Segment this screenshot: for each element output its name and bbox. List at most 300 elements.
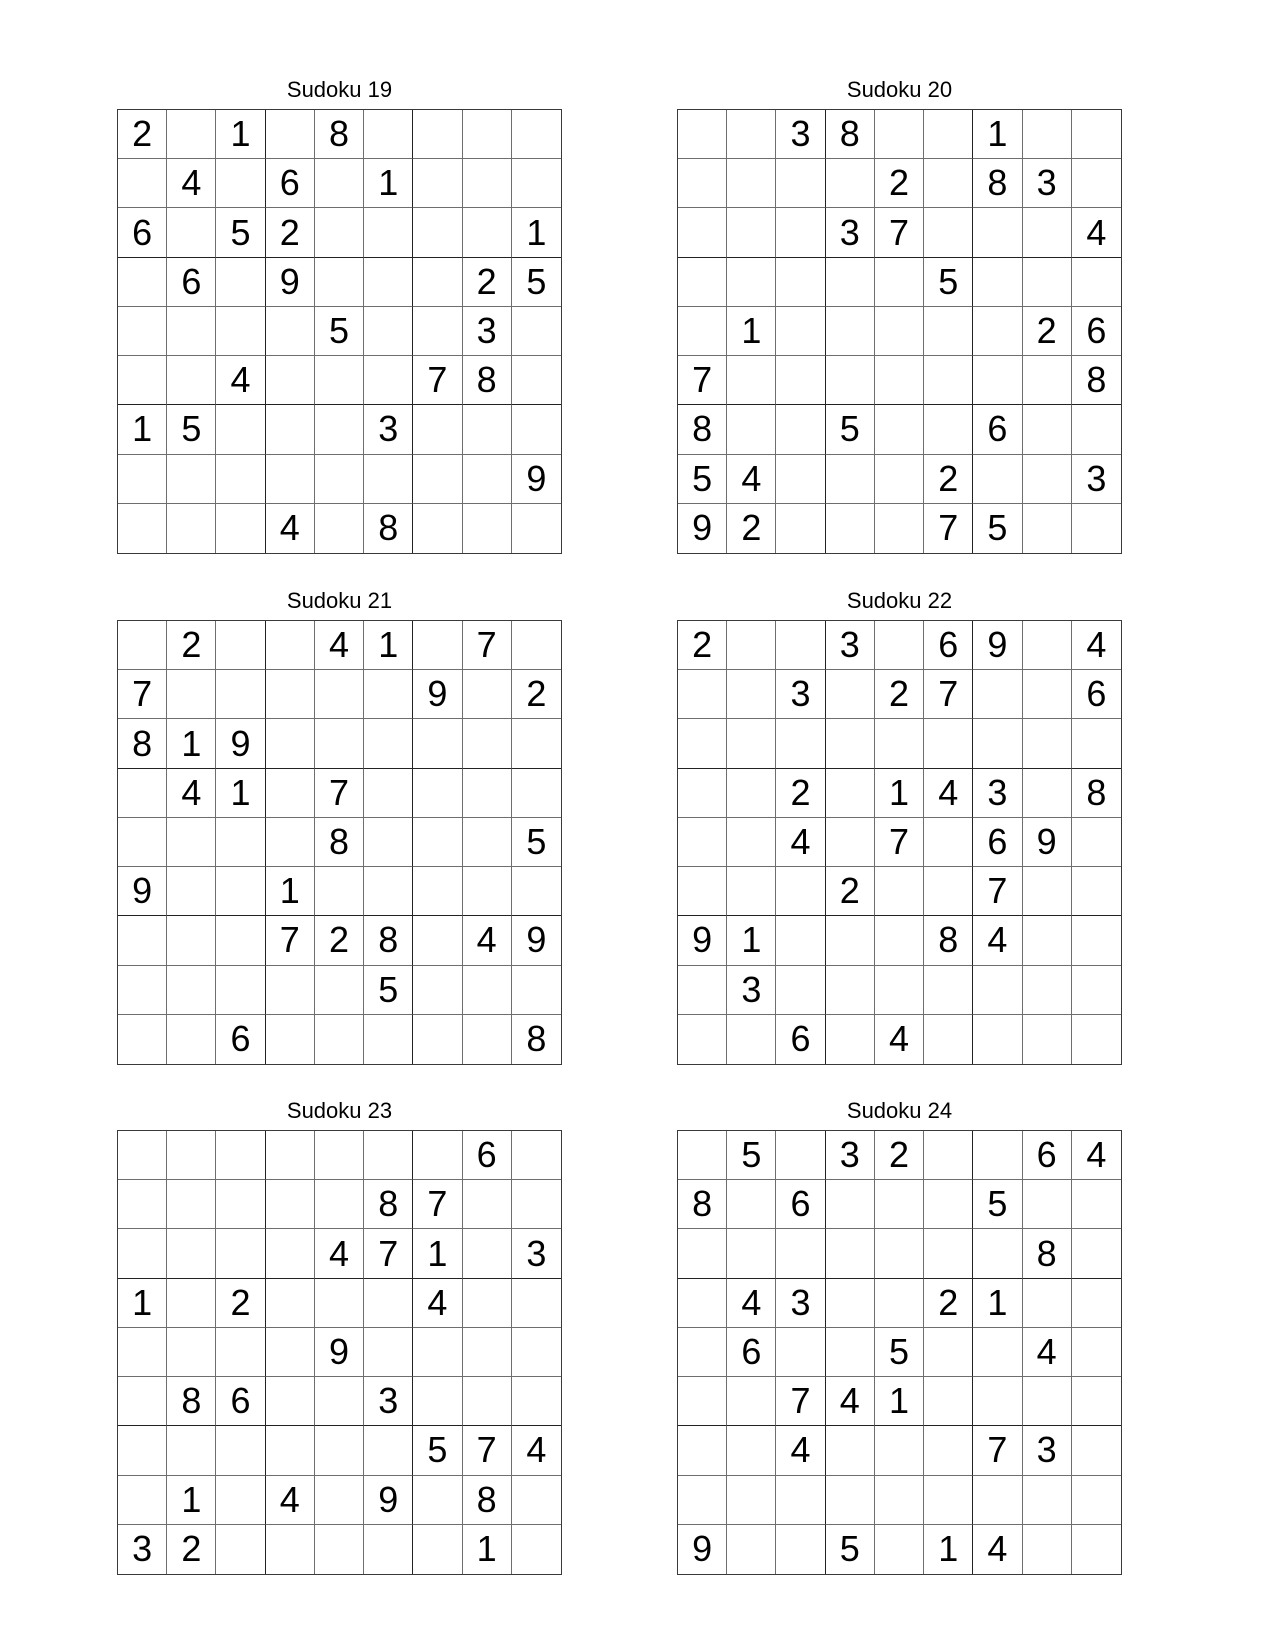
sudoku-cell: 4 — [1023, 1328, 1072, 1377]
sudoku-cell: 7 — [413, 1180, 462, 1229]
sudoku-cell — [463, 1015, 512, 1064]
sudoku-cell — [727, 1476, 776, 1525]
sudoku-cell — [512, 159, 561, 208]
sudoku-cell: 3 — [973, 769, 1022, 818]
sudoku-cell — [413, 867, 462, 916]
sudoku-cell — [826, 769, 875, 818]
sudoku-cell: 8 — [463, 356, 512, 405]
sudoku-cell — [512, 1476, 561, 1525]
sudoku-cell: 3 — [1072, 455, 1121, 504]
sudoku-cell — [678, 670, 727, 719]
sudoku-cell — [1072, 916, 1121, 965]
sudoku-cell — [216, 1476, 265, 1525]
sudoku-cell — [924, 208, 973, 257]
sudoku-cell — [512, 769, 561, 818]
sudoku-cell: 5 — [727, 1131, 776, 1180]
sudoku-cell: 4 — [216, 356, 265, 405]
sudoku-cell — [512, 307, 561, 356]
sudoku-cell: 7 — [463, 621, 512, 670]
sudoku-cell: 6 — [973, 818, 1022, 867]
sudoku-board — [677, 109, 1122, 554]
sudoku-cell — [364, 1426, 413, 1475]
sudoku-cell — [413, 1377, 462, 1426]
sudoku-cell — [1023, 1279, 1072, 1328]
sudoku-cell: 8 — [1072, 356, 1121, 405]
sudoku-cell: 4 — [167, 159, 216, 208]
sudoku-cell — [413, 916, 462, 965]
sudoku-cell — [512, 867, 561, 916]
sudoku-cell: 3 — [118, 1525, 167, 1574]
sudoku-cell — [727, 356, 776, 405]
sudoku-cell — [216, 867, 265, 916]
sudoku-cell — [266, 719, 315, 768]
sudoku-cell — [167, 1279, 216, 1328]
sudoku-cell — [924, 867, 973, 916]
sudoku-cell — [776, 719, 825, 768]
sudoku-cell: 2 — [512, 670, 561, 719]
sudoku-cell — [266, 356, 315, 405]
sudoku-cell — [266, 621, 315, 670]
sudoku-cell — [776, 1525, 825, 1574]
sudoku-cell — [463, 159, 512, 208]
sudoku-cell — [167, 356, 216, 405]
sudoku-cell — [826, 356, 875, 405]
sudoku-cell — [118, 769, 167, 818]
sudoku-cell — [315, 867, 364, 916]
sudoku-cell — [875, 258, 924, 307]
sudoku-cell — [266, 110, 315, 159]
sudoku-cell — [924, 110, 973, 159]
sudoku-cell — [167, 1328, 216, 1377]
sudoku-cell — [924, 356, 973, 405]
sudoku-cell — [266, 1328, 315, 1377]
sudoku-cell — [413, 1328, 462, 1377]
sudoku-cell — [826, 1328, 875, 1377]
sudoku-cell — [315, 159, 364, 208]
sudoku-cell — [413, 1131, 462, 1180]
sudoku-cell — [678, 719, 727, 768]
sudoku-cell — [875, 455, 924, 504]
puzzle-title: Sudoku 23 — [286, 1098, 393, 1123]
sudoku-cell: 8 — [1072, 769, 1121, 818]
sudoku-cell — [1072, 258, 1121, 307]
sudoku-cell — [216, 1180, 265, 1229]
sudoku-cell: 8 — [1023, 1229, 1072, 1278]
sudoku-cell — [776, 405, 825, 454]
sudoku-cell — [875, 1180, 924, 1229]
sudoku-cell — [1023, 670, 1072, 719]
sudoku-cell — [727, 1426, 776, 1475]
sudoku-cell — [167, 110, 216, 159]
sudoku-cell: 5 — [364, 966, 413, 1015]
sudoku-cell — [924, 1015, 973, 1064]
sudoku-cell: 7 — [118, 670, 167, 719]
sudoku-cell — [973, 966, 1022, 1015]
sudoku-cell — [315, 1525, 364, 1574]
sudoku-cell — [118, 1015, 167, 1064]
sudoku-cell — [315, 1426, 364, 1475]
sudoku-cell — [118, 1229, 167, 1278]
sudoku-cell — [315, 1180, 364, 1229]
sudoku-cell — [1023, 966, 1072, 1015]
puzzle-title: Sudoku 19 — [286, 77, 393, 102]
sudoku-cell: 1 — [973, 1279, 1022, 1328]
sudoku-cell — [512, 1525, 561, 1574]
sudoku-cell — [266, 1525, 315, 1574]
sudoku-cell — [315, 670, 364, 719]
sudoku-cell: 1 — [216, 110, 265, 159]
sudoku-cell — [973, 719, 1022, 768]
sudoku-cell: 6 — [216, 1015, 265, 1064]
sudoku-cell — [678, 818, 727, 867]
sudoku-cell — [1072, 1426, 1121, 1475]
sudoku-cell — [216, 1525, 265, 1574]
sudoku-cell: 4 — [973, 916, 1022, 965]
sudoku-cell — [512, 356, 561, 405]
sudoku-cell — [364, 258, 413, 307]
sudoku-cell: 8 — [364, 504, 413, 553]
sudoku-cell — [118, 258, 167, 307]
sudoku-cell — [266, 1377, 315, 1426]
sudoku-cell — [512, 966, 561, 1015]
sudoku-cell: 5 — [413, 1426, 462, 1475]
sudoku-cell: 3 — [364, 405, 413, 454]
sudoku-cell — [727, 159, 776, 208]
sudoku-cell: 5 — [924, 258, 973, 307]
sudoku-cell — [1023, 621, 1072, 670]
sudoku-cell — [1072, 110, 1121, 159]
sudoku-cell — [413, 504, 462, 553]
sudoku-cell — [118, 455, 167, 504]
sudoku-cell — [826, 818, 875, 867]
sudoku-cell — [727, 208, 776, 257]
sudoku-cell — [973, 258, 1022, 307]
sudoku-cell — [118, 1328, 167, 1377]
sudoku-cell — [924, 966, 973, 1015]
sudoku-cell — [413, 769, 462, 818]
sudoku-cell — [973, 455, 1022, 504]
sudoku-cell: 5 — [216, 208, 265, 257]
sudoku-cell — [727, 818, 776, 867]
sudoku-cell — [1072, 867, 1121, 916]
sudoku-cell: 1 — [413, 1229, 462, 1278]
sudoku-cell — [826, 1426, 875, 1475]
sudoku-cell — [463, 1328, 512, 1377]
sudoku-cell: 9 — [413, 670, 462, 719]
sudoku-board — [677, 620, 1122, 1065]
sudoku-cell — [678, 258, 727, 307]
sudoku-cell — [776, 621, 825, 670]
sudoku-cell: 3 — [512, 1229, 561, 1278]
sudoku-cell — [413, 818, 462, 867]
sudoku-cell: 8 — [526, 1018, 547, 1060]
sudoku-cell — [973, 1131, 1022, 1180]
sudoku-cell — [315, 1279, 364, 1328]
sudoku-cell — [776, 867, 825, 916]
sudoku-cell — [727, 621, 776, 670]
sudoku-cell — [216, 159, 265, 208]
sudoku-cell — [875, 719, 924, 768]
sudoku-cell: 7 — [973, 1426, 1022, 1475]
sudoku-cell — [364, 1525, 413, 1574]
sudoku-cell — [727, 1180, 776, 1229]
sudoku-cell — [364, 1015, 413, 1064]
sudoku-cell — [875, 1229, 924, 1278]
sudoku-cell — [266, 455, 315, 504]
sudoku-cell — [924, 818, 973, 867]
sudoku-cell — [167, 1180, 216, 1229]
sudoku-board — [117, 109, 562, 554]
sudoku-cell — [1072, 1229, 1121, 1278]
sudoku-cell — [364, 769, 413, 818]
sudoku-cell — [875, 621, 924, 670]
sudoku-cell — [216, 818, 265, 867]
sudoku-cell: 3 — [826, 1131, 875, 1180]
sudoku-cell — [167, 307, 216, 356]
sudoku-cell: 8 — [118, 719, 167, 768]
sudoku-cell — [266, 1229, 315, 1278]
sudoku-cell — [512, 110, 561, 159]
sudoku-cell: 4 — [413, 1279, 462, 1328]
sudoku-cell — [463, 1377, 512, 1426]
sudoku-cell — [1072, 719, 1121, 768]
sudoku-cell — [463, 208, 512, 257]
sudoku-cell: 2 — [216, 1279, 265, 1328]
sudoku-cell — [118, 504, 167, 553]
sudoku-cell: 4 — [266, 504, 315, 553]
sudoku-cell — [678, 1229, 727, 1278]
sudoku-cell: 8 — [678, 1180, 727, 1229]
sudoku-cell — [826, 966, 875, 1015]
sudoku-cell — [924, 719, 973, 768]
sudoku-cell: 1 — [727, 307, 776, 356]
sudoku-cell: 4 — [776, 818, 825, 867]
sudoku-cell: 6 — [266, 159, 315, 208]
sudoku-cell — [973, 1328, 1022, 1377]
sudoku-cell — [167, 670, 216, 719]
sudoku-cell — [678, 769, 727, 818]
sudoku-cell: 3 — [826, 208, 875, 257]
sudoku-cell — [826, 1476, 875, 1525]
sudoku-cell: 8 — [315, 110, 364, 159]
sudoku-cell — [776, 1229, 825, 1278]
sudoku-cell — [463, 110, 512, 159]
sudoku-cell: 1 — [924, 1525, 973, 1574]
sudoku-cell — [678, 867, 727, 916]
sudoku-cell — [167, 916, 216, 965]
sudoku-cell: 1 — [364, 621, 413, 670]
sudoku-cell — [266, 405, 315, 454]
sudoku-cell — [118, 1377, 167, 1426]
sudoku-cell — [413, 405, 462, 454]
sudoku-cell — [463, 455, 512, 504]
sudoku-cell — [1023, 455, 1072, 504]
sudoku-cell — [826, 1279, 875, 1328]
sudoku-cell: 7 — [266, 916, 315, 965]
sudoku-cell: 4 — [1072, 208, 1121, 257]
sudoku-cell — [216, 258, 265, 307]
sudoku-cell: 6 — [727, 1328, 776, 1377]
sudoku-cell — [924, 1328, 973, 1377]
puzzle-title: Sudoku 24 — [846, 1098, 953, 1123]
sudoku-cell — [727, 1377, 776, 1426]
sudoku-cell: 3 — [463, 307, 512, 356]
sudoku-cell — [826, 258, 875, 307]
sudoku-cell — [413, 258, 462, 307]
sudoku-cell: 4 — [463, 916, 512, 965]
sudoku-cell — [167, 455, 216, 504]
sudoku-cell — [167, 1229, 216, 1278]
sudoku-cell — [463, 769, 512, 818]
sudoku-cell — [875, 1426, 924, 1475]
sudoku-cell — [167, 1131, 216, 1180]
sudoku-cell — [315, 356, 364, 405]
sudoku-cell — [463, 818, 512, 867]
sudoku-cell — [1023, 504, 1072, 553]
sudoku-cell: 4 — [315, 621, 364, 670]
sudoku-cell — [413, 1015, 462, 1064]
sudoku-cell — [315, 258, 364, 307]
sudoku-cell: 7 — [463, 1426, 512, 1475]
sudoku-cell: 9 — [512, 455, 561, 504]
sudoku-cell: 4 — [776, 1426, 825, 1475]
sudoku-cell — [973, 670, 1022, 719]
sudoku-cell: 7 — [924, 670, 973, 719]
sudoku-cell: 2 — [463, 258, 512, 307]
sudoku-cell — [413, 966, 462, 1015]
sudoku-cell — [1023, 1377, 1072, 1426]
sudoku-cell — [1072, 159, 1121, 208]
sudoku-cell — [678, 1426, 727, 1475]
sudoku-cell: 8 — [973, 159, 1022, 208]
sudoku-cell — [266, 966, 315, 1015]
sudoku-cell: 8 — [364, 916, 413, 965]
sudoku-cell — [1072, 1180, 1121, 1229]
sudoku-cell — [727, 719, 776, 768]
sudoku-cell — [678, 208, 727, 257]
sudoku-cell: 3 — [776, 110, 825, 159]
sudoku-cell — [973, 356, 1022, 405]
sudoku-cell — [875, 110, 924, 159]
sudoku-cell: 2 — [776, 769, 825, 818]
sudoku-cell — [973, 307, 1022, 356]
sudoku-cell — [875, 916, 924, 965]
sudoku-cell — [413, 1476, 462, 1525]
sudoku-cell — [512, 1328, 561, 1377]
sudoku-cell: 2 — [875, 159, 924, 208]
sudoku-cell — [727, 405, 776, 454]
sudoku-cell — [678, 1377, 727, 1426]
sudoku-cell — [776, 1476, 825, 1525]
sudoku-cell — [1023, 356, 1072, 405]
sudoku-cell — [216, 670, 265, 719]
sudoku-cell: 6 — [1023, 1131, 1072, 1180]
sudoku-cell — [776, 966, 825, 1015]
sudoku-cell: 2 — [826, 867, 875, 916]
sudoku-cell — [167, 818, 216, 867]
sudoku-cell — [463, 670, 512, 719]
sudoku-cell — [727, 110, 776, 159]
sudoku-cell — [512, 1180, 561, 1229]
sudoku-cell — [1023, 867, 1072, 916]
sudoku-cell: 6 — [167, 258, 216, 307]
sudoku-cell — [924, 1180, 973, 1229]
sudoku-cell — [776, 258, 825, 307]
sudoku-cell: 1 — [167, 1476, 216, 1525]
sudoku-cell — [875, 405, 924, 454]
sudoku-cell — [413, 208, 462, 257]
sudoku-cell — [463, 504, 512, 553]
sudoku-cell: 2 — [1023, 307, 1072, 356]
sudoku-cell: 2 — [167, 621, 216, 670]
sudoku-cell: 1 — [118, 1279, 167, 1328]
sudoku-cell: 3 — [826, 621, 875, 670]
sudoku-cell: 7 — [875, 818, 924, 867]
sudoku-cell — [727, 1525, 776, 1574]
sudoku-cell — [364, 818, 413, 867]
sudoku-cell — [413, 159, 462, 208]
sudoku-cell — [315, 208, 364, 257]
sudoku-cell — [973, 1015, 1022, 1064]
sudoku-cell — [413, 1525, 462, 1574]
sudoku-board — [117, 620, 562, 1065]
sudoku-cell — [512, 1131, 561, 1180]
sudoku-cell — [826, 1180, 875, 1229]
sudoku-cell — [167, 966, 216, 1015]
sudoku-cell — [413, 307, 462, 356]
sudoku-cell — [167, 1426, 216, 1475]
sudoku-cell — [875, 504, 924, 553]
sudoku-cell — [875, 867, 924, 916]
sudoku-cell — [118, 307, 167, 356]
puzzle-title: Sudoku 20 — [846, 77, 953, 102]
sudoku-cell — [776, 504, 825, 553]
sudoku-cell — [826, 916, 875, 965]
sudoku-cell — [216, 621, 265, 670]
sudoku-cell: 7 — [364, 1229, 413, 1278]
sudoku-cell — [1023, 208, 1072, 257]
sudoku-cell: 9 — [266, 258, 315, 307]
sudoku-cell — [1023, 1015, 1072, 1064]
sudoku-cell — [776, 307, 825, 356]
sudoku-cell — [1023, 110, 1072, 159]
sudoku-cell — [167, 867, 216, 916]
sudoku-cell — [463, 966, 512, 1015]
sudoku-cell: 4 — [167, 769, 216, 818]
sudoku-cell: 9 — [216, 719, 265, 768]
sudoku-cell: 7 — [973, 867, 1022, 916]
sudoku-cell — [924, 1426, 973, 1475]
sudoku-cell — [512, 1377, 561, 1426]
sudoku-cell: 2 — [118, 110, 167, 159]
sudoku-cell — [1023, 1525, 1072, 1574]
sudoku-cell — [364, 455, 413, 504]
sudoku-cell: 4 — [727, 455, 776, 504]
sudoku-cell — [463, 1180, 512, 1229]
sudoku-cell — [973, 1229, 1022, 1278]
sudoku-cell: 1 — [973, 110, 1022, 159]
sudoku-cell: 7 — [413, 356, 462, 405]
sudoku-cell — [1023, 258, 1072, 307]
sudoku-cell — [216, 916, 265, 965]
sudoku-cell — [1072, 504, 1121, 553]
sudoku-cell — [266, 1180, 315, 1229]
sudoku-cell: 4 — [727, 1279, 776, 1328]
sudoku-cell: 5 — [973, 504, 1022, 553]
sudoku-cell — [678, 159, 727, 208]
sudoku-cell: 6 — [776, 1015, 825, 1064]
sudoku-cell — [216, 455, 265, 504]
